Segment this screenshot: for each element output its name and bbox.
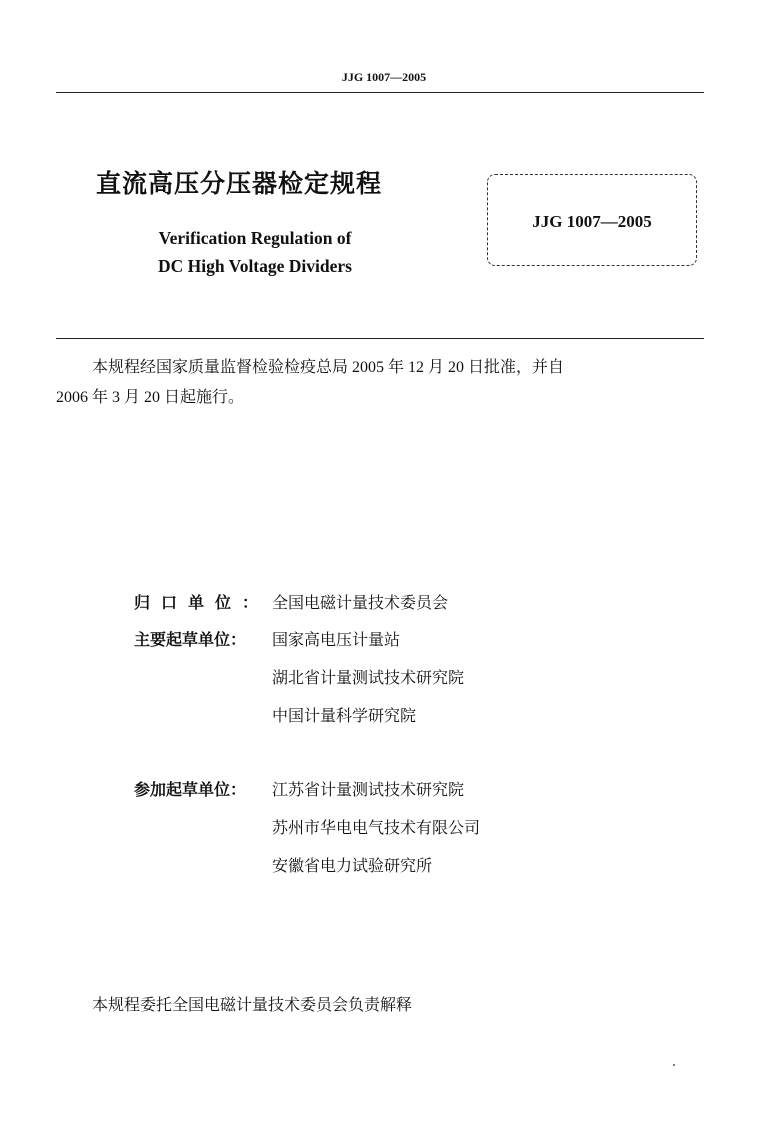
interpretation-note: 本规程委托全国电磁计量技术委员会负责解释	[92, 995, 413, 1014]
header-standard-code: JJG 1007—2005	[341, 70, 427, 84]
main-drafting-unit-2: 湖北省计量测试技术研究院	[272, 668, 465, 687]
page-title-english-line2: DC High Voltage Dividers	[158, 256, 352, 276]
responsible-unit-label: 归口单位：	[134, 593, 270, 612]
participating-drafting-label: 参加起草单位：	[134, 780, 247, 799]
page-title-chinese: 直流高压分压器检定规程	[96, 169, 383, 198]
standard-code-box-text: JJG 1007—2005	[532, 212, 652, 231]
approval-line-1: 本规程经国家质量监督检验检疫总局 2005 年 12 月 20 日批准，并自	[92, 359, 565, 376]
top-rule	[56, 92, 704, 93]
participating-unit-2: 苏州市华电电气技术有限公司	[272, 818, 481, 837]
page-title-english-line1: Verification Regulation of	[158, 228, 352, 248]
main-drafting-unit-1: 国家高电压计量站	[272, 630, 401, 649]
approval-statement	[56, 353, 716, 413]
middle-rule	[56, 338, 704, 339]
scan-speck	[673, 1064, 675, 1066]
main-drafting-label: 主要起草单位：	[134, 630, 247, 649]
approval-line-2: 2006 年 3 月 20 日起施行。	[56, 389, 245, 406]
participating-unit-3: 安徽省电力试验研究所	[272, 856, 433, 875]
responsible-unit-value: 全国电磁计量技术委员会	[272, 593, 449, 612]
main-drafting-unit-3: 中国计量科学研究院	[272, 706, 417, 725]
participating-unit-1: 江苏省计量测试技术研究院	[272, 780, 465, 799]
